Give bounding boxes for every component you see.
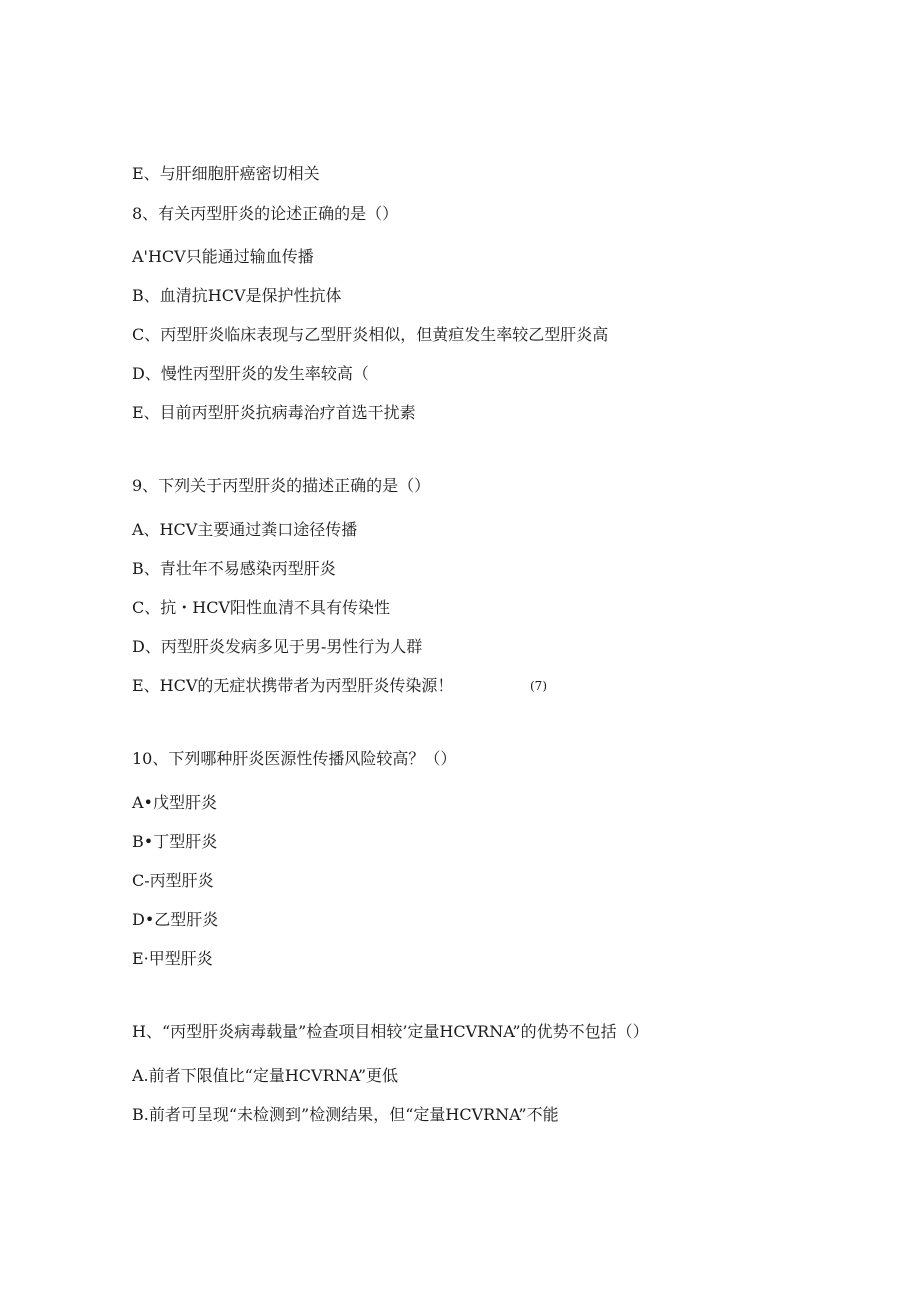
q10-option-a: A•戊型肝炎 [132, 793, 217, 812]
q9-option-e: E、HCV的无症状携带者为丙型肝炎传染源！ [132, 676, 454, 695]
q9-option-c: C、抗・HCV阳性血清不具有传染性 [132, 598, 390, 617]
q8-option-b: B、血清抗HCV是保护性抗体 [132, 286, 342, 305]
q9-stem: 9、下列关于丙型肝炎的描述正确的是（） [132, 476, 431, 495]
q9-option-d: D、丙型肝炎发病多见于男-男性行为人群 [132, 637, 423, 656]
q10-option-c: C-丙型肝炎 [132, 871, 214, 890]
q8-option-a: A'HCV只能通过输血传播 [132, 247, 314, 266]
q8-option-e: E、目前丙型肝炎抗病毒治疗首选干扰素 [132, 403, 416, 422]
q9-option-a: A、HCV主要通过粪口途径传播 [132, 520, 358, 539]
q10-option-e: E·甲型肝炎 [132, 949, 213, 968]
q9-option-b: B、青壮年不易感染丙型肝炎 [132, 559, 336, 578]
q7-option-e: E、与肝细胞肝癌密切相关 [132, 164, 320, 183]
q8-option-d: D、慢性丙型肝炎的发生率较高（ [132, 364, 369, 383]
q10-option-d: D•乙型肝炎 [132, 910, 219, 929]
q10-stem: 10、下列哪种肝炎医源性传播风险较高？（） [132, 749, 457, 768]
q8-stem: 8、有关丙型肝炎的论述正确的是（） [132, 204, 399, 223]
q11-option-b: B.前者可呈现“未检测到”检测结果，但“定量HCVRNA”不能 [132, 1105, 559, 1124]
q11-stem: H、“丙型肝炎病毒载量”检查项目相较’定量HCVRNA”的优势不包括（） [132, 1022, 649, 1041]
page-marker: (7) [530, 679, 547, 693]
q11-option-a: A.前者下限值比“定量HCVRNA”更低 [132, 1066, 399, 1085]
q8-option-c: C、丙型肝炎临床表现与乙型肝炎相似，但黄疸发生率较乙型肝炎高 [132, 325, 609, 344]
q10-option-b: B•丁型肝炎 [132, 832, 218, 851]
